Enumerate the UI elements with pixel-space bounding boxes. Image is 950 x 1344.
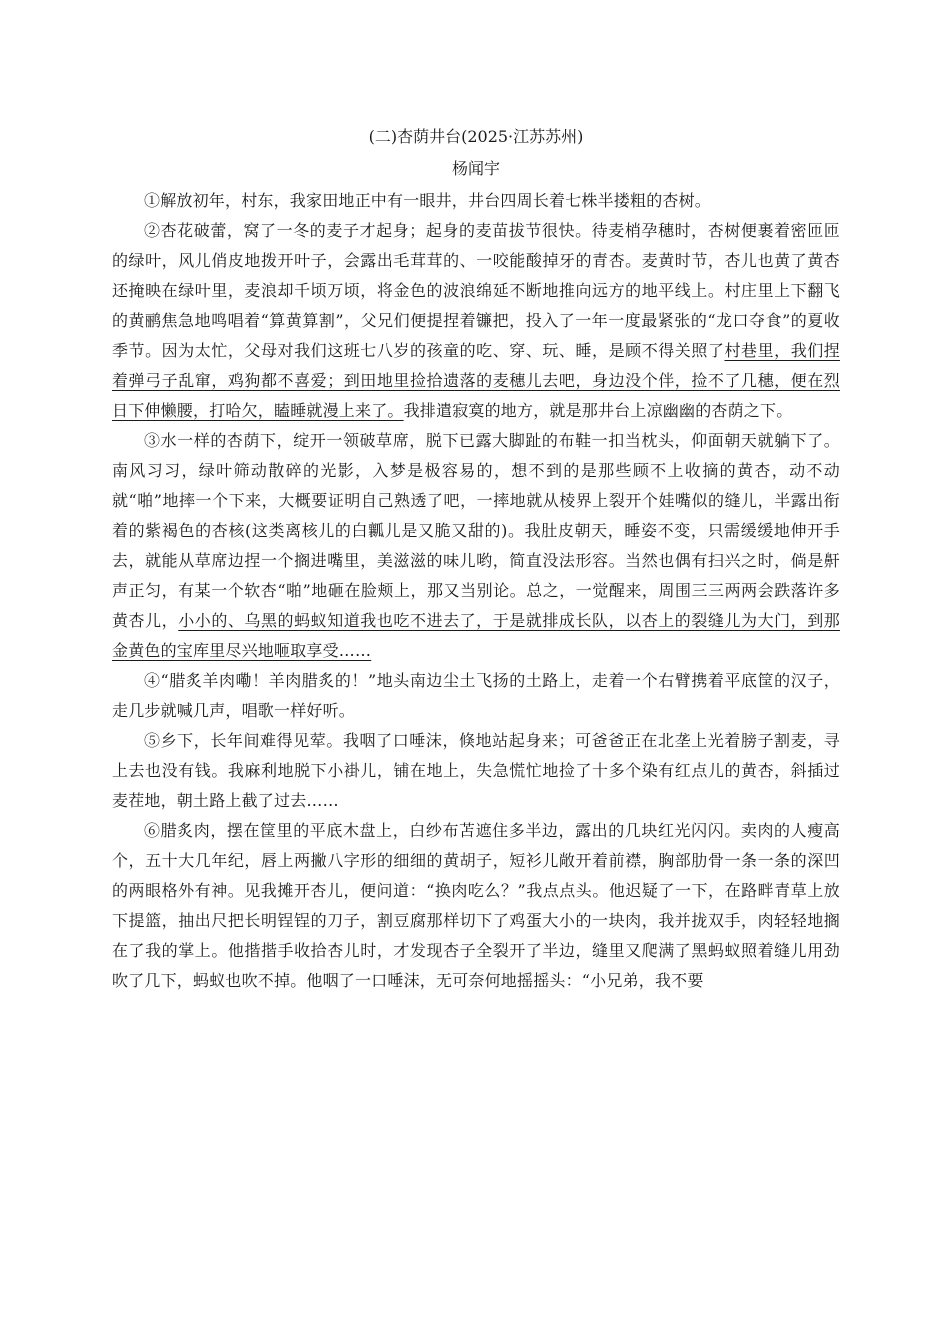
paragraph-2 bbox=[112, 216, 840, 426]
paragraph-text: ③水一样的杏荫下，绽开一领破草席，脱下已露大脚趾的布鞋一扣当枕头，仰面朝天就躺下了。南风习习，绿叶筛动散碎的光影，入梦是极容易的，想不到的是那些顾不上收摘的黄杏，动不动就“啪”地摔一个下来，大概要证明自己熟透了吧，一摔地就从棱界上裂开个娃嘴似的缝儿，半露出衔着的紫褐色的杏核(这类离核儿的白瓤儿是又脆又甜的)。我肚皮朝天，睡姿不变，只需缓缓地伸开手去，就能从草席边捏一个搁进嘴里，美滋滋的味儿哟，简直没法形容。当然也偶有扫兴之时，倘是鼾声正匀，有某一个软杏“啪”地砸在脸颊上，那又当别论。总之，一觉醒来，周围三三两两会跌落许多黄杏儿， bbox=[112, 431, 840, 630]
paragraph-text: ⑤乡下，长年间难得见荤。我咽了口唾沫，倏地站起身来；可爸爸正在北垄上光着膀子割麦，寻上去也没有钱。我麻利地脱下小褂儿，铺在地上，失急慌忙地捡了十多个染有红点儿的黄杏，斜插过麦茬地，朝土路上截了过去…… bbox=[112, 731, 840, 810]
paragraph-text: ②杏花破蕾，窝了一冬的麦子才起身；起身的麦苗拔节很快。待麦梢孕穗时，杏树便裹着密匝匝的绿叶，风儿俏皮地拨开叶子，会露出毛茸茸的、一咬能酸掉牙的青杏。麦黄时节，杏儿也黄了黄杏还掩映在绿叶里，麦浪却千顷万顷，将金色的波浪绵延不断地推向远方的地平线上。村庄里上下翻飞的黄鹂焦急地鸣唱着“算黄算割”，父兄们便提捏着镰把，投入了一年一度最紧张的“龙口夺食”的夏收季节。因为太忙，父母对我们这班七八岁的孩童的吃、穿、玩、睡，是顾不得关照了 bbox=[112, 221, 840, 360]
doc-author: 杨闻宇 bbox=[451, 159, 500, 178]
paragraph-text: ⑥腊炙肉，摆在筐里的平底木盘上，白纱布苫遮住多半边，露出的几块红光闪闪。卖肉的人瘦高个，五十大几年纪，唇上两撇八字形的细细的黄胡子，短衫儿敞开着前襟，胸部肋骨一条一条的深凹的两眼格外有神。见我摊开杏儿，便问道：“换肉吃么？”我点点头。他迟疑了一下，在路畔青草上放下提篮，抽出尺把长明锃锃的刀子，割豆腐那样切下了鸡蛋大小的一块肉，我并拢双手，肉轻轻地搁在了我的掌上。他揩揩手收拾杏儿时，才发现杏子全裂开了半边，缝里又爬满了黑蚂蚁照着缝儿用劲吹了几下，蚂蚁也吹不掉。他咽了一口唾沫，无可奈何地摇摇头：“小兄弟，我不要 bbox=[112, 821, 840, 990]
underlined-sentence: 村巷里，我们捏着弹弓子乱窜，鸡狗都不喜爱；到田地里捡拾遗落的麦穗儿去吧，身边没个伴，捡不了几穗，便在烈日下伸懒腰，打哈欠，瞌睡就漫上来了。 bbox=[112, 341, 841, 420]
document-page bbox=[112, 122, 840, 996]
paragraph-text: 我排遣寂寞的地方，就是那井台上凉幽幽的杏荫之下。 bbox=[403, 401, 793, 420]
underlined-sentence: 小小的、乌黑的蚂蚁知道我也吃不进去了，于是就排成长队，以杏上的裂缝儿为大门，到那金黄色的宝库里尽兴地咂取享受…… bbox=[112, 611, 840, 660]
paragraph-5 bbox=[112, 726, 840, 816]
paragraph-6 bbox=[112, 816, 840, 996]
doc-title: (二)杏荫井台(2025·江苏苏州) bbox=[368, 127, 584, 146]
paragraph-4 bbox=[112, 666, 840, 726]
paragraph-3 bbox=[112, 426, 840, 666]
paragraph-text: ①解放初年，村东，我家田地正中有一眼井，井台四周长着七株半搂粗的杏树。 bbox=[144, 191, 712, 210]
paragraph-1 bbox=[112, 186, 840, 216]
paragraph-text: ④“腊炙羊肉嘞！羊肉腊炙的！”地头南边尘土飞扬的土路上，走着一个右臂携着平底筐的汉子，走几步就喊几声，唱歌一样好听。 bbox=[112, 671, 840, 720]
